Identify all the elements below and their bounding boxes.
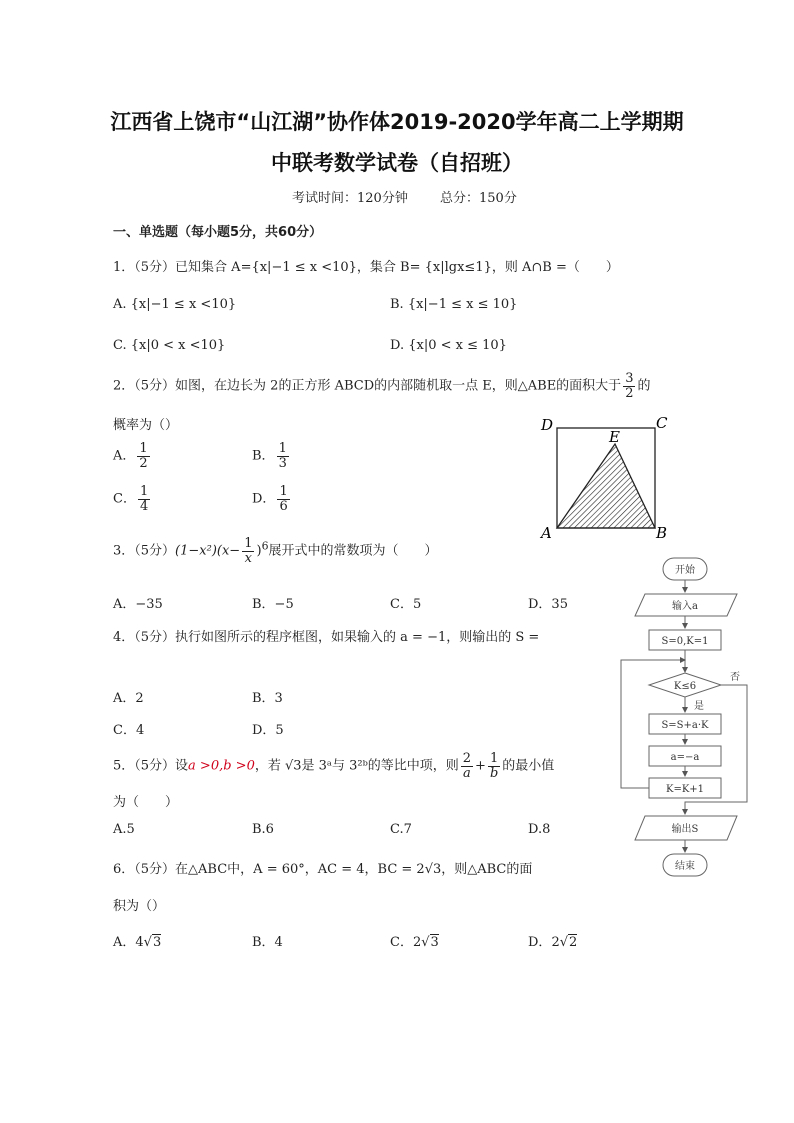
flow-init-text: S=0,K=1	[661, 636, 709, 647]
q2-stem-fraction: $\frac{3}{2}$	[625, 371, 634, 401]
q6-stem: 6．（5分）在△ABC中，A = 60°，AC = 4，BC = 2√3，则△ABC的面	[113, 862, 533, 877]
q3-option-b: B．−5	[252, 597, 294, 612]
q3-option-a: A．−35	[113, 597, 163, 612]
q4-option-d: D．5	[252, 723, 284, 738]
page-title-line2: 中联考数学试卷（自招班）	[271, 151, 523, 175]
section-heading: 一、单选题（每小题5分，共60分）	[113, 225, 323, 240]
q6-option-c: C．2√3	[390, 935, 439, 950]
q6-option-b: B．4	[252, 935, 283, 950]
q5-condition-red: a >0,b >0	[188, 758, 255, 774]
q2-option-d: D． $\frac{1}{6}$	[252, 484, 288, 514]
q6-stem-line2: 积为（）	[113, 899, 166, 914]
flowchart	[615, 552, 775, 882]
q2-stem-line2: 概率为（）	[113, 418, 179, 433]
flow-step1-text: S=S+a·K	[661, 720, 709, 731]
q5-stem: 5．（5分）设a >0,b >0，若 √3是 3ᵃ与 3²ᵇ的等比中项，则 $\frac{2}{a}$ + $\frac{1}{b}$ 的最小值	[113, 751, 555, 781]
page-title-line1: 江西省上饶市“山江湖”协作体2019-2020学年高二上学期期	[110, 110, 684, 134]
q6-option-a: A．4√3	[113, 935, 162, 950]
flow-start-text: 开始	[675, 565, 695, 576]
q5-option-b: B.6	[252, 822, 274, 837]
label-e: E	[609, 428, 620, 446]
q2-stem	[113, 372, 650, 400]
q6-option-d: D．2√2	[528, 935, 578, 950]
label-b: B	[656, 524, 668, 542]
q4-stem: 4．（5分）执行如图所示的程序框图，如果输入的 a = −1，则输出的 S =	[113, 630, 540, 645]
square-figure	[535, 414, 675, 546]
q2-option-b: B． $\frac{1}{3}$	[252, 441, 287, 471]
flow-no-text: 否	[730, 672, 740, 683]
q4-option-a: A．2	[113, 691, 144, 706]
flow-yes-text: 是	[694, 701, 704, 712]
q5-option-a: A.5	[113, 822, 135, 837]
q2-stem-pre: 2．（5分）如图，在边长为 2的正方形 ABCD的内部随机取一点 E，则△ABE的面积大于	[113, 378, 622, 394]
q2-option-a: A． $\frac{1}{2}$	[113, 441, 148, 471]
q4-option-c: C．4	[113, 723, 145, 738]
q3-option-d: D．35	[528, 597, 568, 612]
q1-option-c: C. {x|0 < x <10}	[113, 338, 226, 353]
q2-option-c: C． $\frac{1}{4}$	[113, 484, 149, 514]
q3-option-c: C．5	[390, 597, 422, 612]
q2-stem-post: 的	[637, 378, 651, 394]
flow-cond-text: K≤6	[673, 681, 697, 692]
q3-expr-a: (1−x²)	[175, 543, 217, 559]
q4-option-b: B．3	[252, 691, 283, 706]
flow-step2-text: a=−a	[670, 752, 700, 763]
q3-stem: 3．（5分）(1−x²)(x− $\frac{1}{x}$ )$^6$展开式中的常数项为（ ）	[113, 536, 438, 566]
label-a: A	[541, 524, 552, 542]
q5-option-c: C.7	[390, 822, 412, 837]
q1-option-b: B. {x|−1 ≤ x ≤ 10}	[390, 297, 518, 312]
triangle-abe	[557, 444, 655, 528]
q5-stem-line2: 为（ ）	[113, 795, 179, 810]
label-d: D	[541, 416, 554, 434]
flow-end-text: 结束	[675, 861, 695, 872]
exam-time: 考试时间：120分钟	[292, 191, 408, 206]
q1-stem: 1．（5分）已知集合 A={x|−1 ≤ x <10}，集合 B= {x|lgx≤1}，则 A∩B =（ ）	[113, 260, 619, 275]
flow-input-text: 输入a	[672, 601, 698, 612]
flow-output-text: 输出S	[671, 824, 699, 835]
exam-score: 总分：150分	[440, 191, 517, 206]
q1-option-a: A. {x|−1 ≤ x <10}	[113, 297, 237, 312]
q5-option-d: D.8	[528, 822, 551, 837]
flow-step3-text: K=K+1	[665, 784, 705, 795]
q1-option-d: D. {x|0 < x ≤ 10}	[390, 338, 507, 353]
label-c: C	[656, 414, 668, 432]
